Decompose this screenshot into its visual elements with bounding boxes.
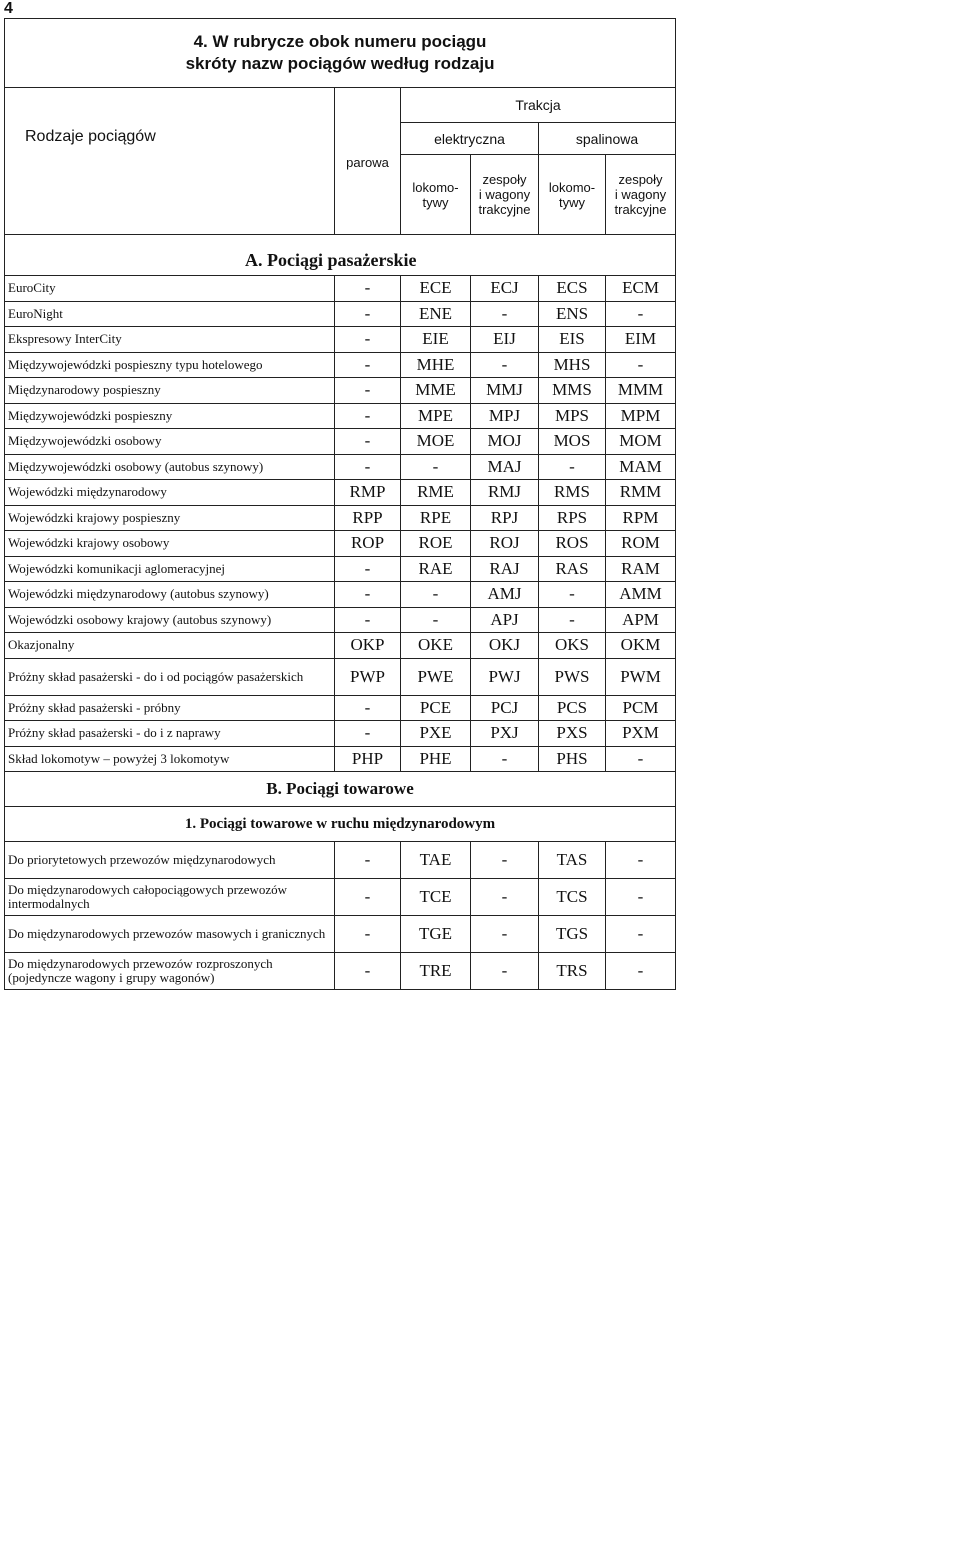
code-cell: ECS bbox=[539, 276, 606, 302]
code-cell: - bbox=[335, 916, 401, 953]
row-label: Wojewódzki międzynarodowy bbox=[5, 480, 335, 506]
table-row bbox=[5, 403, 676, 429]
code-cell: ROE bbox=[401, 531, 471, 557]
code-cell: - bbox=[335, 429, 401, 455]
code-cell: PWP bbox=[335, 658, 401, 695]
code-cell: ROM bbox=[606, 531, 676, 557]
code-cell: MMM bbox=[606, 378, 676, 404]
code-cell: ECM bbox=[606, 276, 676, 302]
table-row bbox=[5, 429, 676, 455]
code-cell: MAJ bbox=[471, 454, 539, 480]
table-row bbox=[5, 531, 676, 557]
code-cell: - bbox=[401, 582, 471, 608]
code-cell: TRS bbox=[539, 953, 606, 990]
code-cell: - bbox=[606, 746, 676, 772]
code-cell: - bbox=[471, 916, 539, 953]
table-row bbox=[5, 454, 676, 480]
code-cell: - bbox=[471, 879, 539, 916]
row-label: EuroCity bbox=[5, 276, 335, 302]
code-cell: - bbox=[606, 879, 676, 916]
code-cell: EIM bbox=[606, 327, 676, 353]
table-row bbox=[5, 916, 676, 953]
code-cell: RME bbox=[401, 480, 471, 506]
row-label: Próżny skład pasażerski - do i od pociągów pasażerskich bbox=[5, 658, 335, 695]
code-cell: RPP bbox=[335, 505, 401, 531]
header-elektryczna: elektryczna bbox=[401, 123, 539, 155]
code-cell: MPE bbox=[401, 403, 471, 429]
code-cell: ENS bbox=[539, 301, 606, 327]
code-cell: - bbox=[335, 352, 401, 378]
code-cell: - bbox=[335, 953, 401, 990]
table-row bbox=[5, 633, 676, 659]
code-cell: PWJ bbox=[471, 658, 539, 695]
code-cell: - bbox=[335, 378, 401, 404]
code-cell: TAS bbox=[539, 842, 606, 879]
code-cell: ROP bbox=[335, 531, 401, 557]
code-cell: - bbox=[539, 582, 606, 608]
row-label: EuroNight bbox=[5, 301, 335, 327]
table-row bbox=[5, 658, 676, 695]
row-label: Skład lokomotyw – powyżej 3 lokomotyw bbox=[5, 746, 335, 772]
code-cell: MPM bbox=[606, 403, 676, 429]
code-cell: - bbox=[335, 327, 401, 353]
train-codes-table bbox=[4, 18, 676, 990]
header-parowa: parowa bbox=[335, 155, 401, 235]
code-cell: RAM bbox=[606, 556, 676, 582]
code-cell: - bbox=[335, 695, 401, 721]
table-row bbox=[5, 505, 676, 531]
code-cell: TGS bbox=[539, 916, 606, 953]
code-cell: OKP bbox=[335, 633, 401, 659]
code-cell: MMS bbox=[539, 378, 606, 404]
table-row bbox=[5, 842, 676, 879]
code-cell: - bbox=[335, 454, 401, 480]
code-cell: RPJ bbox=[471, 505, 539, 531]
row-label: Międzywojewódzki pospieszny bbox=[5, 403, 335, 429]
code-cell: - bbox=[471, 746, 539, 772]
code-cell: RPS bbox=[539, 505, 606, 531]
table-row bbox=[5, 301, 676, 327]
code-cell: - bbox=[606, 352, 676, 378]
code-cell: ECE bbox=[401, 276, 471, 302]
header-trakcja: Trakcja bbox=[401, 88, 676, 123]
table-row bbox=[5, 276, 676, 302]
code-cell: RMM bbox=[606, 480, 676, 506]
code-cell: ROS bbox=[539, 531, 606, 557]
row-label: Do międzynarodowych całopociągowych przewozów intermodalnych bbox=[5, 879, 335, 916]
code-cell: MOS bbox=[539, 429, 606, 455]
code-cell: PCM bbox=[606, 695, 676, 721]
header-spalinowa: spalinowa bbox=[539, 123, 676, 155]
code-cell: MOJ bbox=[471, 429, 539, 455]
table-row bbox=[5, 607, 676, 633]
code-cell: - bbox=[335, 582, 401, 608]
code-cell: MPJ bbox=[471, 403, 539, 429]
code-cell: - bbox=[471, 842, 539, 879]
code-cell: PHE bbox=[401, 746, 471, 772]
code-cell: RAJ bbox=[471, 556, 539, 582]
row-label: Ekspresowy InterCity bbox=[5, 327, 335, 353]
row-label: Wojewódzki krajowy pospieszny bbox=[5, 505, 335, 531]
table-row bbox=[5, 953, 676, 990]
code-cell: APM bbox=[606, 607, 676, 633]
title-line-1: 4. W rubrycze obok numeru pociągu bbox=[193, 32, 487, 51]
section-a-heading: A. Pociągi pasażerskie bbox=[5, 235, 676, 276]
code-cell: OKM bbox=[606, 633, 676, 659]
code-cell: RMP bbox=[335, 480, 401, 506]
code-cell: EIS bbox=[539, 327, 606, 353]
code-cell: - bbox=[335, 276, 401, 302]
code-cell: - bbox=[539, 607, 606, 633]
code-cell: - bbox=[335, 842, 401, 879]
row-label: Międzywojewódzki osobowy (autobus szynowy) bbox=[5, 454, 335, 480]
code-cell: - bbox=[335, 607, 401, 633]
code-cell: MME bbox=[401, 378, 471, 404]
header-rodzaje: Rodzaje pociągów bbox=[5, 88, 335, 235]
code-cell: - bbox=[401, 607, 471, 633]
header-elek-lokomotywy: lokomo- tywy bbox=[401, 155, 471, 235]
code-cell: TCE bbox=[401, 879, 471, 916]
table-row bbox=[5, 582, 676, 608]
code-cell: PCS bbox=[539, 695, 606, 721]
code-cell: - bbox=[335, 556, 401, 582]
table-row bbox=[5, 746, 676, 772]
row-label: Międzywojewódzki pospieszny typu hotelowego bbox=[5, 352, 335, 378]
code-cell: ENE bbox=[401, 301, 471, 327]
code-cell: PCE bbox=[401, 695, 471, 721]
code-cell: - bbox=[606, 842, 676, 879]
code-cell: - bbox=[335, 403, 401, 429]
code-cell: - bbox=[335, 879, 401, 916]
passenger-rows bbox=[5, 276, 676, 772]
code-cell: PCJ bbox=[471, 695, 539, 721]
code-cell: PXS bbox=[539, 721, 606, 747]
row-label: Międzywojewódzki osobowy bbox=[5, 429, 335, 455]
row-label: Wojewódzki krajowy osobowy bbox=[5, 531, 335, 557]
table-row bbox=[5, 879, 676, 916]
table-title bbox=[5, 19, 676, 88]
page-number: 4 bbox=[4, 0, 13, 17]
code-cell: MHE bbox=[401, 352, 471, 378]
table-row bbox=[5, 327, 676, 353]
row-label: Wojewódzki osobowy krajowy (autobus szynowy) bbox=[5, 607, 335, 633]
code-cell: PXM bbox=[606, 721, 676, 747]
code-cell: RAE bbox=[401, 556, 471, 582]
row-label: Próżny skład pasażerski - próbny bbox=[5, 695, 335, 721]
code-cell: EIE bbox=[401, 327, 471, 353]
header-elek-zespoly: zespoły i wagony trakcyjne bbox=[471, 155, 539, 235]
row-label: Próżny skład pasażerski - do i z naprawy bbox=[5, 721, 335, 747]
header-spal-zespoly: zespoły i wagony trakcyjne bbox=[606, 155, 676, 235]
code-cell: MMJ bbox=[471, 378, 539, 404]
code-cell: EIJ bbox=[471, 327, 539, 353]
table-row bbox=[5, 378, 676, 404]
code-cell: - bbox=[471, 301, 539, 327]
code-cell: ROJ bbox=[471, 531, 539, 557]
code-cell: MOE bbox=[401, 429, 471, 455]
code-cell: RMJ bbox=[471, 480, 539, 506]
code-cell: PWS bbox=[539, 658, 606, 695]
code-cell: RMS bbox=[539, 480, 606, 506]
code-cell: RPM bbox=[606, 505, 676, 531]
code-cell: OKJ bbox=[471, 633, 539, 659]
code-cell: PWM bbox=[606, 658, 676, 695]
code-cell: PXJ bbox=[471, 721, 539, 747]
code-cell: - bbox=[606, 916, 676, 953]
code-cell: TRE bbox=[401, 953, 471, 990]
code-cell: AMJ bbox=[471, 582, 539, 608]
code-cell: APJ bbox=[471, 607, 539, 633]
code-cell: MOM bbox=[606, 429, 676, 455]
header-spal-lokomotywy: lokomo- tywy bbox=[539, 155, 606, 235]
code-cell: MPS bbox=[539, 403, 606, 429]
code-cell: OKE bbox=[401, 633, 471, 659]
section-b1-heading: 1. Pociągi towarowe w ruchu międzynarodowym bbox=[5, 807, 676, 842]
code-cell: ECJ bbox=[471, 276, 539, 302]
code-cell: TAE bbox=[401, 842, 471, 879]
code-cell: - bbox=[471, 953, 539, 990]
table-row bbox=[5, 352, 676, 378]
code-cell: - bbox=[606, 953, 676, 990]
code-cell: MAM bbox=[606, 454, 676, 480]
row-label: Do priorytetowych przewozów międzynarodowych bbox=[5, 842, 335, 879]
code-cell: RPE bbox=[401, 505, 471, 531]
row-label: Do międzynarodowych przewozów rozproszonych (pojedyncze wagony i grupy wagonów) bbox=[5, 953, 335, 990]
freight-rows bbox=[5, 842, 676, 990]
code-cell: - bbox=[335, 721, 401, 747]
code-cell: - bbox=[471, 352, 539, 378]
code-cell: MHS bbox=[539, 352, 606, 378]
title-line-2: skróty nazw pociągów według rodzaju bbox=[185, 54, 495, 73]
table-row bbox=[5, 556, 676, 582]
table-row bbox=[5, 721, 676, 747]
code-cell: RAS bbox=[539, 556, 606, 582]
code-cell: OKS bbox=[539, 633, 606, 659]
code-cell: - bbox=[539, 454, 606, 480]
code-cell: TGE bbox=[401, 916, 471, 953]
code-cell: PWE bbox=[401, 658, 471, 695]
code-cell: - bbox=[401, 454, 471, 480]
row-label: Międzynarodowy pospieszny bbox=[5, 378, 335, 404]
row-label: Do międzynarodowych przewozów masowych i granicznych bbox=[5, 916, 335, 953]
code-cell: TCS bbox=[539, 879, 606, 916]
table-row bbox=[5, 480, 676, 506]
code-cell: - bbox=[335, 301, 401, 327]
row-label: Okazjonalny bbox=[5, 633, 335, 659]
row-label: Wojewódzki komunikacji aglomeracyjnej bbox=[5, 556, 335, 582]
code-cell: PHS bbox=[539, 746, 606, 772]
row-label: Wojewódzki międzynarodowy (autobus szynowy) bbox=[5, 582, 335, 608]
code-cell: AMM bbox=[606, 582, 676, 608]
code-cell: PXE bbox=[401, 721, 471, 747]
table-row bbox=[5, 695, 676, 721]
code-cell: PHP bbox=[335, 746, 401, 772]
section-b-heading: B. Pociągi towarowe bbox=[5, 772, 676, 807]
code-cell: - bbox=[606, 301, 676, 327]
